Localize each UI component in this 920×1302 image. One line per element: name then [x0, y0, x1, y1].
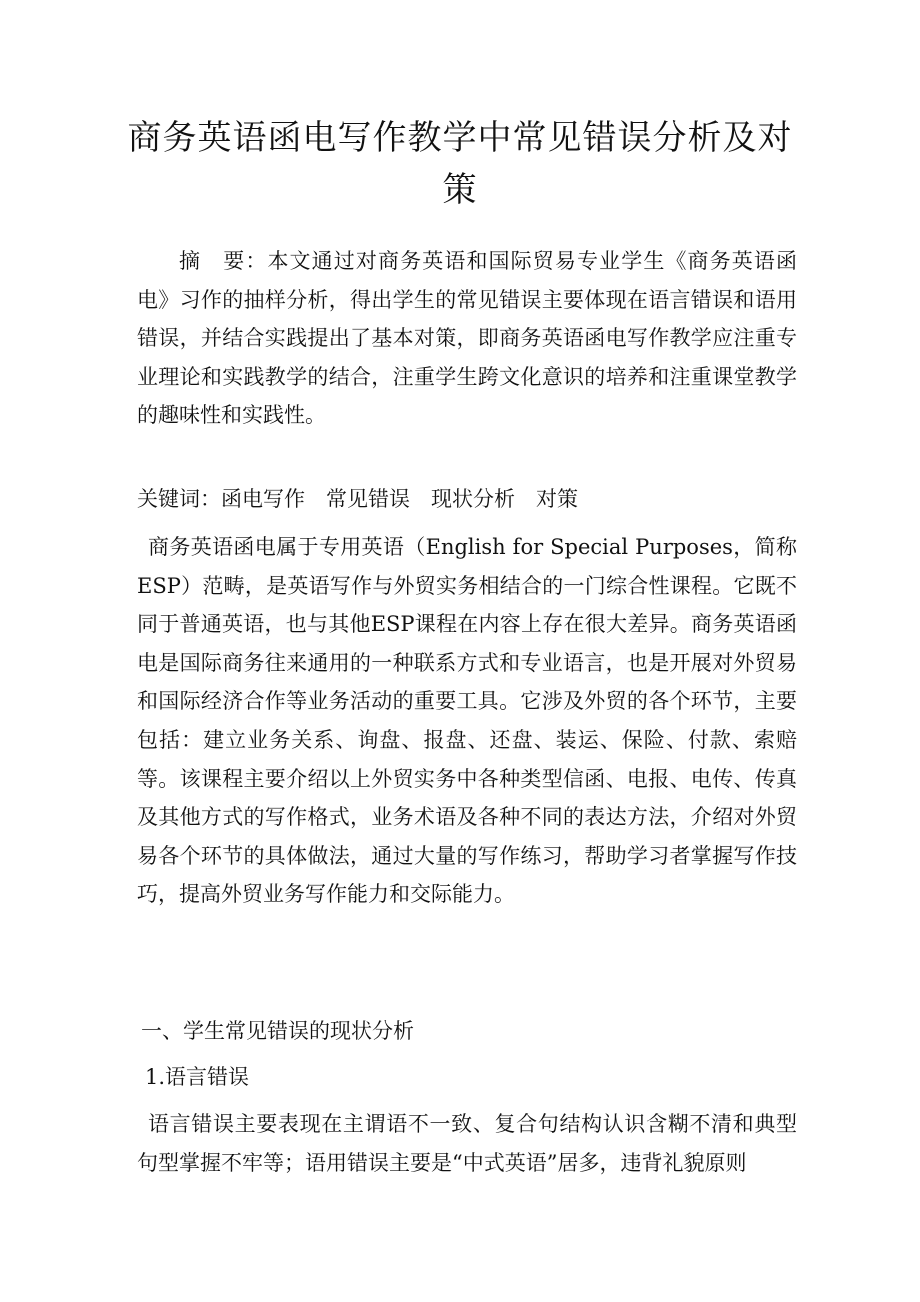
abstract-paragraph: 摘 要：本文通过对商务英语和国际贸易专业学生《商务英语函电》习作的抽样分析，得出学生的常见错误主要体现在语言错误和语用错误，并结合实践提出了基本对策，即商务英语函电写作教学应注重专业理论和实践教学的结合，注重学生跨文化意识的培养和注重课堂教学的趣味性和实践性。 [137, 249, 797, 428]
section-heading: 一、学生常见错误的现状分析 [141, 1019, 414, 1043]
intro-paragraph: 商务英语函电属于专用英语（English for Special Purposes，简称ESP）范畴，是英语写作与外贸实务相结合的一门综合性课程。它既不同于普通英语，也与其他ESP课程在内容上存在很大差异。商务英语函电是国际商务往来通用的一种联系方式和专业语言，也是开展对外贸易和国际经济合作等业务活动的重要工具。它涉及外贸的各个环节，主要包括：建立业务关系、询盘、报盘、还盘、装运、保险、付款、索赔等。该课程主要介绍以上外贸实务中各种类型信函、电报、电传、传真及其他方式的写作格式，业务术语及各种不同的表达方法，介绍对外贸易各个环节的具体做法，通过大量的写作练习，帮助学习者掌握写作技巧，提高外贸业务写作能力和交际能力。 [137, 535, 797, 907]
keywords-line: 关键词：函电写作 常见错误 现状分析 对策 [137, 487, 578, 511]
language-errors-paragraph: 语言错误主要表现在主谓语不一致、复合句结构认识含糊不清和典型句型掌握不牢等；语用错误主要是“中式英语”居多，违背礼貌原则 [137, 1112, 797, 1175]
document-title: 商务英语函电写作教学中常见错误分析及对策 [127, 118, 793, 210]
subsection-heading: 1.语言错误 [145, 1065, 250, 1089]
